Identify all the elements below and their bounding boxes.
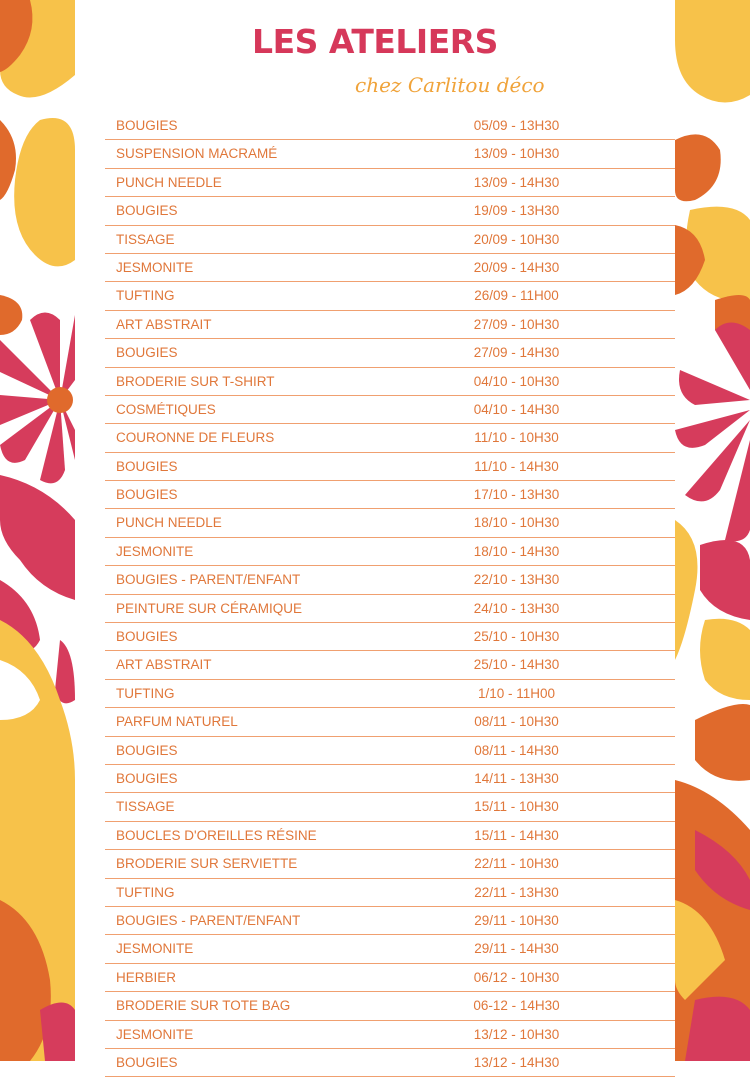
workshop-name: BOUGIES [116, 629, 178, 645]
workshop-name: SUSPENSION MACRAMÉ [116, 146, 278, 162]
workshop-name: BOUGIES - PARENT/ENFANT [116, 572, 301, 588]
workshop-row [105, 1050, 675, 1077]
workshop-name: JESMONITE [116, 941, 194, 957]
workshop-name: COSMÉTIQUES [116, 401, 216, 417]
workshop-name: ART ABSTRAIT [116, 657, 212, 673]
workshop-date: 05/09 - 13H30 [473, 118, 560, 133]
workshop-date: 13/12 - 10H30 [473, 1026, 560, 1042]
workshop-date: 26/09 - 11H00 [474, 288, 559, 304]
workshop-row [105, 312, 675, 339]
workshop-row [105, 397, 675, 424]
workshop-row [105, 965, 675, 992]
workshop-date: 19/09 - 13H30 [473, 203, 560, 219]
workshop-date: 11/10 - 10H30 [474, 430, 559, 446]
schedule-panel [75, 0, 675, 1070]
workshop-row [105, 539, 675, 566]
page-subtitle: chez Carlitou déco [355, 73, 545, 97]
flower-pattern-left [0, 0, 75, 1061]
workshop-name: BRODERIE SUR TOTE BAG [116, 998, 291, 1014]
workshop-row [105, 283, 675, 310]
workshop-row [105, 993, 675, 1020]
workshop-row [105, 113, 675, 140]
page-title: LES ATELIERS [252, 22, 498, 61]
workshop-name: ART ABSTRAIT [116, 316, 212, 332]
workshop-name: JESMONITE [116, 543, 194, 559]
workshop-date: 20/09 - 14H30 [473, 259, 560, 275]
workshop-date: 11/10 - 14H30 [474, 458, 559, 474]
workshop-name: BRODERIE SUR T-SHIRT [116, 373, 275, 389]
workshop-date: 14/11 - 13H30 [474, 770, 559, 786]
workshop-date: 24/10 - 13H30 [473, 600, 560, 616]
workshop-date: 04/10 - 14H30 [473, 401, 560, 417]
workshop-row [105, 624, 675, 651]
right-floral-decoration [675, 0, 750, 1061]
workshop-row [105, 227, 675, 254]
workshop-name: PEINTURE SUR CÉRAMIQUE [116, 600, 303, 616]
workshop-name: PARFUM NATUREL [116, 714, 238, 730]
workshop-name: BOUCLES D'OREILLES RÉSINE [116, 827, 317, 843]
workshop-row [105, 652, 675, 679]
workshop-row [105, 198, 675, 225]
workshop-name: BOUGIES [116, 203, 178, 219]
workshop-date: 08/11 - 14H30 [474, 742, 559, 758]
workshop-row [105, 766, 675, 793]
workshop-row [105, 738, 675, 765]
workshop-row [105, 709, 675, 736]
workshop-row [105, 567, 675, 594]
workshop-row [105, 908, 675, 935]
workshop-row [105, 596, 675, 623]
workshop-row [105, 454, 675, 481]
workshop-name: BOUGIES - PARENT/ENFANT [116, 912, 301, 928]
workshop-date: 20/09 - 10H30 [473, 231, 560, 247]
workshop-row [105, 936, 675, 963]
workshop-row [105, 255, 675, 282]
workshop-date: 17/10 - 13H30 [473, 487, 560, 503]
workshop-name: BOUGIES [116, 458, 178, 474]
workshop-row [105, 141, 675, 168]
workshop-name: HERBIER [116, 969, 177, 985]
workshop-row [105, 340, 675, 367]
workshop-date: 06-12 - 14H30 [473, 998, 560, 1014]
workshop-date: 29/11 - 10H30 [474, 912, 559, 928]
workshop-date: 22/11 - 10H30 [474, 856, 559, 872]
workshop-name: JESMONITE [116, 259, 194, 275]
workshop-row [105, 794, 675, 821]
workshop-date: 08/11 - 10H30 [474, 714, 559, 730]
workshop-row [105, 482, 675, 509]
workshop-date: 15/11 - 10H30 [474, 799, 559, 815]
workshop-date: 18/10 - 10H30 [473, 515, 560, 531]
workshop-name: BRODERIE SUR SERVIETTE [116, 856, 298, 872]
workshop-row [105, 170, 675, 197]
flower-pattern-right [675, 0, 750, 1061]
workshop-row [105, 1022, 675, 1049]
workshop-name: TISSAGE [116, 231, 175, 247]
workshop-row [105, 823, 675, 850]
workshop-date: 27/09 - 10H30 [473, 316, 560, 332]
workshop-name: BOUGIES [116, 770, 178, 786]
workshop-name: JESMONITE [116, 1026, 194, 1042]
workshop-name: TUFTING [116, 288, 175, 304]
workshop-date: 18/10 - 14H30 [473, 543, 560, 559]
workshop-row [105, 681, 675, 708]
workshop-date: 04/10 - 10H30 [473, 373, 560, 389]
workshop-date: 1/10 - 11H00 [477, 685, 556, 701]
workshop-name: BOUGIES [116, 345, 178, 361]
workshop-date: 13/09 - 10H30 [473, 146, 560, 162]
workshop-name: TISSAGE [116, 799, 175, 815]
workshop-row [105, 880, 675, 907]
workshop-date: 06/12 - 10H30 [473, 969, 560, 985]
workshop-date: 13/09 - 14H30 [473, 174, 560, 190]
workshop-name: TUFTING [116, 884, 175, 900]
workshop-list [105, 113, 675, 1078]
workshop-name: PUNCH NEEDLE [116, 174, 222, 190]
workshop-name: BOUGIES [116, 742, 178, 758]
left-floral-decoration [0, 0, 75, 1061]
workshop-name: TUFTING [116, 685, 175, 701]
workshop-row [105, 425, 675, 452]
workshop-row [105, 851, 675, 878]
workshop-row [105, 510, 675, 537]
workshop-name: BOUGIES [116, 118, 178, 133]
workshop-name: BOUGIES [116, 1054, 178, 1070]
workshop-row [105, 369, 675, 396]
workshop-date: 27/09 - 14H30 [473, 345, 560, 361]
workshop-date: 22/11 - 13H30 [474, 884, 559, 900]
workshop-name: BOUGIES [116, 487, 178, 503]
workshop-date: 25/10 - 14H30 [473, 657, 560, 673]
workshop-name: COURONNE DE FLEURS [116, 430, 275, 446]
workshop-name: PUNCH NEEDLE [116, 515, 222, 531]
workshop-date: 25/10 - 10H30 [473, 629, 560, 645]
workshop-date: 29/11 - 14H30 [474, 941, 559, 957]
workshop-date: 13/12 - 14H30 [473, 1054, 560, 1070]
workshop-date: 15/11 - 14H30 [474, 827, 559, 843]
workshop-date: 22/10 - 13H30 [473, 572, 560, 588]
